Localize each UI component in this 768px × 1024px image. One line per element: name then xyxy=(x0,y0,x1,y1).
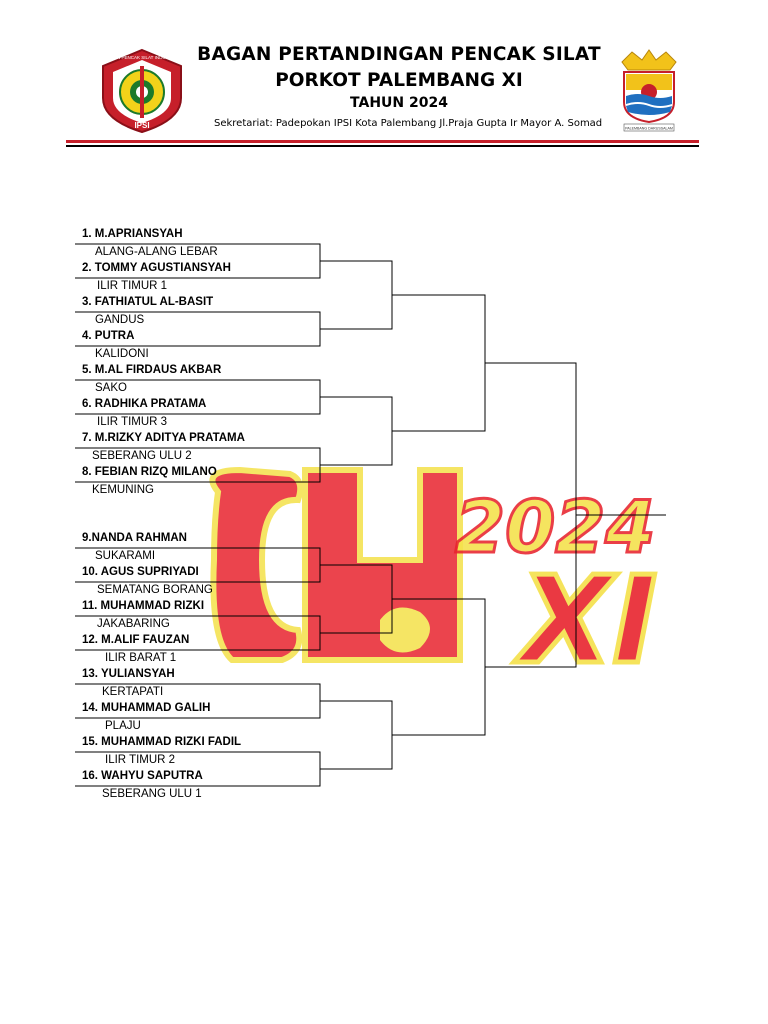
participant-name: 14. MUHAMMAD GALIH xyxy=(82,702,211,714)
round2-box-b xyxy=(320,397,392,465)
participant-club: SUKARAMI xyxy=(95,550,156,562)
title-line-2: PORKOT PALEMBANG XI xyxy=(275,70,523,91)
watermark-roman: XI xyxy=(520,552,658,691)
secretariat-address: Sekretariat: Padepokan IPSI Kota Palembang Jl.Praja Gupta Ir Mayor A. Somad xyxy=(214,118,603,129)
participant-name: 9.NANDA RAHMAN xyxy=(82,532,187,544)
final-box xyxy=(485,363,576,667)
semifinal-box-b xyxy=(392,599,485,735)
participant-name: 3. FATHIATUL AL-BASIT xyxy=(82,296,214,308)
participant-name: 15. MUHAMMAD RIZKI FADIL xyxy=(82,736,242,748)
participant-name: 5. M.AL FIRDAUS AKBAR xyxy=(82,364,222,376)
participant-club: ALANG-ALANG LEBAR xyxy=(95,246,218,258)
participant-club: SEBERANG ULU 1 xyxy=(102,788,202,800)
participant-club: KALIDONI xyxy=(95,348,149,360)
participant-name: 2. TOMMY AGUSTIANSYAH xyxy=(82,262,231,274)
participant-club: ILIR TIMUR 2 xyxy=(105,754,176,766)
participant-club: PLAJU xyxy=(105,720,141,732)
participant-club: KERTAPATI xyxy=(102,686,164,698)
ipsi-logo-label: IPSI xyxy=(134,121,150,130)
title-year: TAHUN 2024 xyxy=(350,95,448,111)
participant-club: SEMATANG BORANG xyxy=(97,584,213,596)
participant-name: 6. RADHIKA PRATAMA xyxy=(82,398,207,410)
participant-club: KEMUNING xyxy=(92,484,154,496)
ipsi-logo-ring-text: IKATAN PENCAK SILAT INDONESIA xyxy=(104,55,180,60)
participant-club: GANDUS xyxy=(95,314,145,326)
participant-name: 11. MUHAMMAD RIZKI xyxy=(82,600,205,612)
participant-club: ILIR TIMUR 1 xyxy=(97,280,168,292)
participant-name: 1. M.APRIANSYAH xyxy=(82,228,183,240)
palembang-logo-label: PALEMBANG DARUSSALAM xyxy=(625,126,673,131)
participant-club: JAKABARING xyxy=(97,618,170,630)
participant-name: 10. AGUS SUPRIYADI xyxy=(82,566,199,578)
participant-name: 4. PUTRA xyxy=(82,330,135,342)
participant-club: ILIR TIMUR 3 xyxy=(97,416,168,428)
round2-box-a xyxy=(320,261,392,329)
participant-club: SEBERANG ULU 2 xyxy=(92,450,192,462)
participant-name: 13. YULIANSYAH xyxy=(82,668,175,680)
round2-box-c xyxy=(320,565,392,633)
participant-club: SAKO xyxy=(95,382,127,394)
participant-name: 8. FEBIAN RIZQ MILANO xyxy=(82,466,217,478)
round2-box-d xyxy=(320,701,392,769)
watermark-year: 2024 xyxy=(455,485,656,569)
participant-name: 7. M.RIZKY ADITYA PRATAMA xyxy=(82,432,245,444)
participant-name: 16. WAHYU SAPUTRA xyxy=(82,770,203,782)
title-line-1: BAGAN PERTANDINGAN PENCAK SILAT xyxy=(197,44,601,65)
semifinal-box-a xyxy=(392,295,485,431)
participant-name: 12. M.ALIF FAUZAN xyxy=(82,634,190,646)
participant-club: ILIR BARAT 1 xyxy=(105,652,177,664)
